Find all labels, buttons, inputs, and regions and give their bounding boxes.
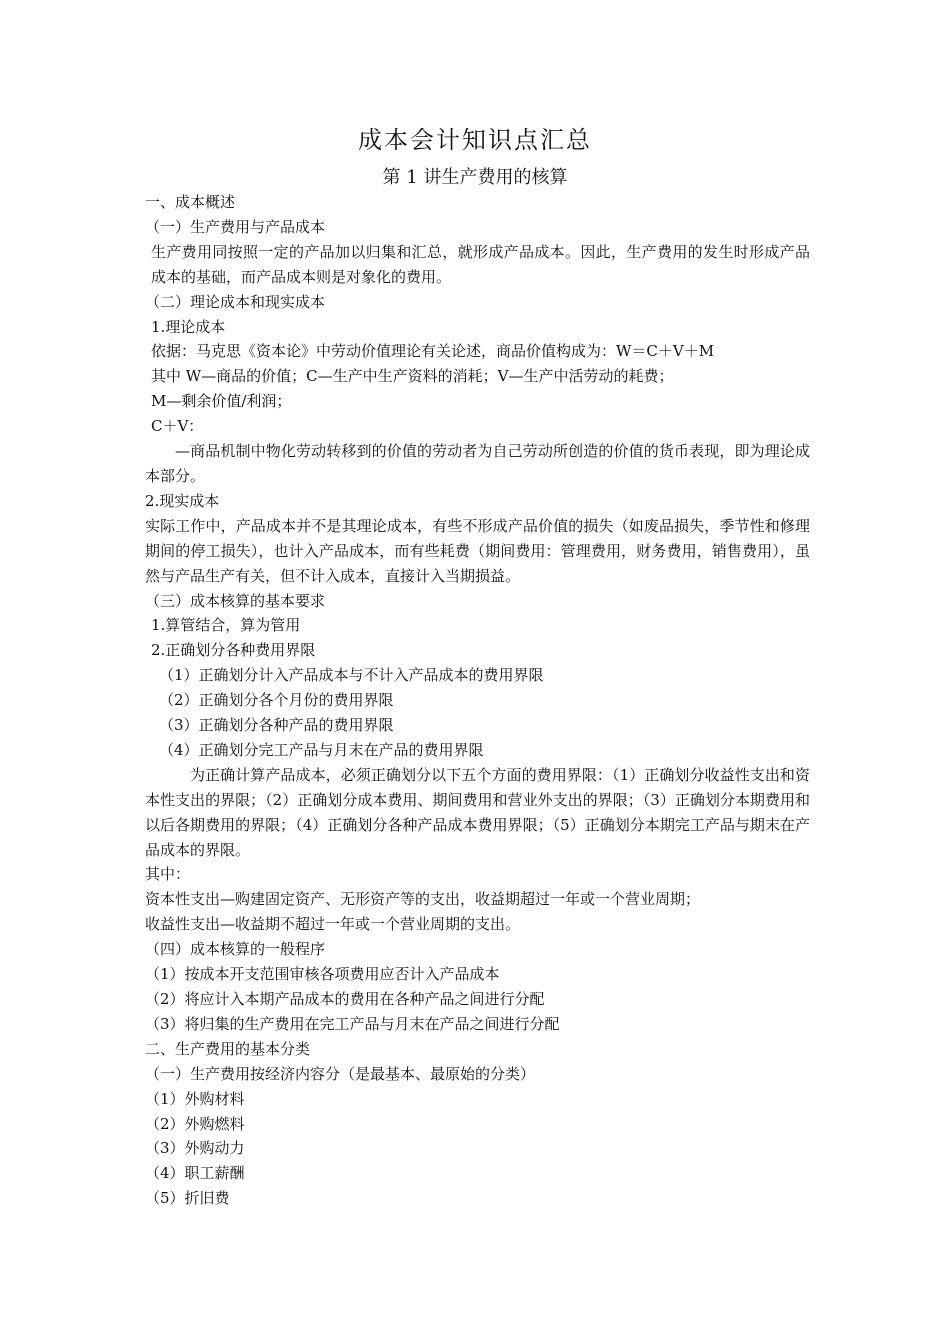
list-item: （3）外购动力 xyxy=(145,1139,245,1158)
item-heading: 1.算管结合，算为管用 xyxy=(151,616,301,635)
paragraph: C＋V： xyxy=(151,417,204,436)
subsection-heading: （二）理论成本和现实成本 xyxy=(145,292,326,311)
paragraph: 生产费用同按照一定的产品加以归集和汇总，就形成产品成本。因此，生产费用的发生时形成产品成本的基础，而产品成本则是对象化的费用。 xyxy=(151,242,810,286)
lecture-subtitle: 第 1 讲生产费用的核算 xyxy=(382,167,568,188)
list-item: （4）职工薪酬 xyxy=(145,1164,245,1183)
paragraph: 其中 W—商品的价值；C—生产中生产资料的消耗；V—生产中活劳动的耗费； xyxy=(151,367,674,386)
list-item: （2）将应计入本期产品成本的费用在各种产品之间进行分配 xyxy=(145,990,545,1008)
list-item: （1）按成本开支范围审核各项费用应否计入产品成本 xyxy=(145,965,500,984)
document-title: 成本会计知识点汇总 xyxy=(358,126,592,154)
paragraph: M—剩余价值/利润； xyxy=(151,392,292,411)
list-item: （2）正确划分各个月份的费用界限 xyxy=(159,691,394,710)
paragraph: 资本性支出—购建固定资产、无形资产等的支出，收益期超过一年或一个营业周期； xyxy=(145,890,701,909)
document-body xyxy=(145,190,810,1211)
list-item: （1）正确划分计入产品成本与不计入产品成本的费用界限 xyxy=(159,666,544,685)
section-heading: 一、成本概述 xyxy=(145,193,236,211)
paragraph: 实际工作中，产品成本并不是其理论成本，有些不形成产品价值的损失（如废品损失，季节性和修理期间的停工损失），也计入产品成本，而有些耗费（期间费用：管理费用，财务费用，销售费用），虽然与产品生产有关，但不计入成本，直接计入当期损益。 xyxy=(145,516,810,585)
item-heading: 2.正确划分各种费用界限 xyxy=(151,641,316,660)
paragraph: 其中： xyxy=(145,865,191,884)
paragraph: 依据：马克思《资本论》中劳动价值理论有关论述，商品价值构成为：W＝C＋V＋M xyxy=(151,342,715,361)
item-heading: 2.现实成本 xyxy=(145,491,220,510)
list-item: （3）将归集的生产费用在完工产品与月末在产品之间进行分配 xyxy=(145,1014,560,1033)
subsection-heading: （一）生产费用按经济内容分（是最基本、最原始的分类） xyxy=(145,1064,536,1083)
paragraph: 收益性支出—收益期不超过一年或一个营业周期的支出。 xyxy=(145,915,521,934)
subsection-heading: （三）成本核算的基本要求 xyxy=(145,591,326,610)
subsection-heading: （四）成本核算的一般程序 xyxy=(145,940,326,959)
subsection-heading: （一）生产费用与产品成本 xyxy=(145,217,326,236)
list-item: （5）折旧费 xyxy=(145,1189,230,1208)
list-item: （4）正确划分完工产品与月末在产品的费用界限 xyxy=(159,740,484,759)
list-item: （1）外购材料 xyxy=(145,1089,245,1108)
paragraph: 为正确计算产品成本，必须正确划分以下五个方面的费用界限：（1）正确划分收益性支出和资本性支出的界限；（2）正确划分成本费用、期间费用和营业外支出的界限；（3）正确划分本期费用和以后各期费用的界限；（4）正确划分各种产品成本费用界限；（5）正确划分本期完工产品与期末在产品成本的界限。 xyxy=(145,765,810,859)
list-item: （2）外购燃料 xyxy=(145,1114,245,1133)
list-item: （3）正确划分各种产品的费用界限 xyxy=(159,716,394,735)
item-heading: 1.理论成本 xyxy=(151,317,226,336)
section-heading: 二、生产费用的基本分类 xyxy=(145,1039,311,1058)
paragraph: —商品机制中物化劳动转移到的价值的劳动者为自己劳动所创造的价值的货币表现，即为理论成本部分。 xyxy=(145,442,810,485)
